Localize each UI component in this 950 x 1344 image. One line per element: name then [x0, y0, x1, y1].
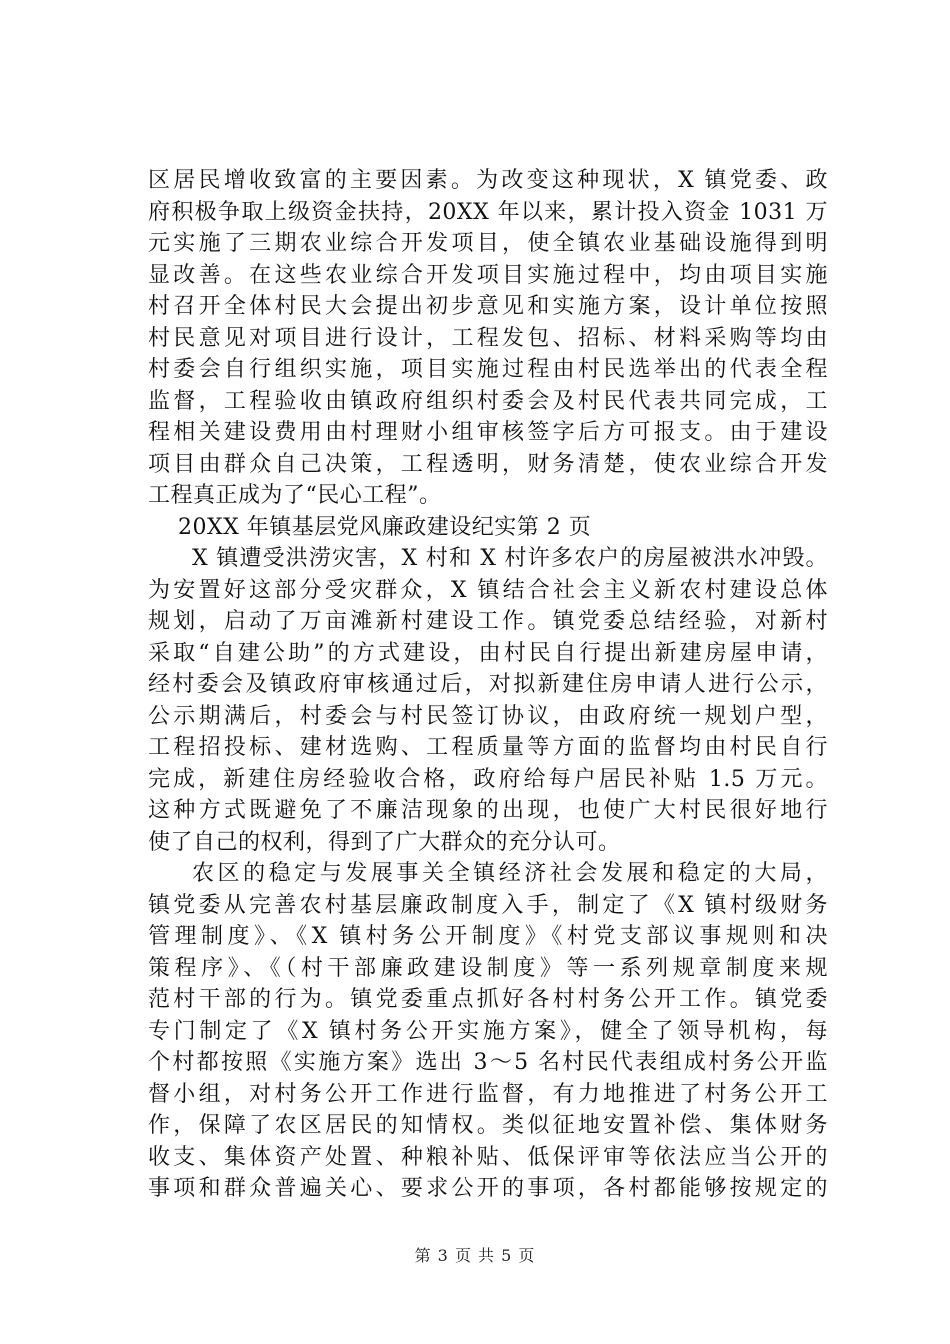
- text-line: 村民意见对项目进行设计，工程发包、招标、材料采购等均由: [148, 325, 828, 351]
- text-line: 个村都按照《实施方案》选出 3～5 名村民代表组成村务公开监: [148, 1050, 828, 1075]
- text-line: 使了自己的权利，得到了广大群众的充分认可。: [148, 829, 621, 855]
- text-line: 经村委会及镇政府审核通过后，对拟新建住房申请人进行公示，: [148, 672, 828, 697]
- text-line: 公示期满后，村委会与村民签订协议，由政府统一规划户型，: [148, 703, 828, 729]
- text-line: 收支、集体资产处置、种粮补贴、低保评审等依法应当公开的: [148, 1144, 828, 1170]
- text-line: 镇党委从完善农村基层廉政制度入手，制定了《X 镇村级财务: [148, 892, 828, 918]
- text-line: 为安置好这部分受灾群众，X 镇结合社会主义新农村建设总体: [148, 577, 828, 603]
- text-line: 完成，新建住房经验收合格，政府给每户居民补贴 1.5 万元。: [148, 766, 828, 792]
- text-line: 区居民增收致富的主要因素。为改变这种现状，X 镇党委、政: [148, 168, 828, 193]
- text-line: 督小组，对村务公开工作进行监督，有力地推进了村务公开工: [148, 1081, 828, 1107]
- text-line: 显改善。在这些农业综合开发项目实施过程中，均由项目实施: [148, 262, 828, 288]
- paragraph-3: [148, 543, 828, 858]
- text-line: 采取“自建公助”的方式建设，由村民自行提出新建房屋申请，: [148, 640, 828, 666]
- text-line: 元实施了三期农业综合开发项目，使全镇农业基础设施得到明: [148, 231, 828, 256]
- text-line: 项目由群众自己决策，工程透明，财务清楚，使农业综合开发: [148, 451, 828, 477]
- text-line: 范村干部的行为。镇党委重点抓好各村村务公开工作。镇党委: [148, 987, 828, 1012]
- text-line: 管理制度》、《X 镇村务公开制度》《村党支部议事规则和决: [148, 924, 828, 949]
- text-line: 工程招投标、建材选购、工程质量等方面的监督均由村民自行: [148, 735, 828, 760]
- text-line: 策程序》、《（村干部廉政建设制度》等一系列规章制度来规: [148, 955, 828, 981]
- text-line: 府积极争取上级资金扶持，20XX 年以来，累计投入资金 1031 万: [148, 199, 828, 225]
- page-footer: 第 3 页 共 5 页: [414, 1246, 536, 1265]
- text-line: 专门制定了《X 镇村务公开实施方案》，健全了领导机构，每: [148, 1018, 828, 1044]
- text-line: 监督，工程验收由镇政府组织村委会及村民代表共同完成，工: [148, 388, 828, 414]
- text-line: 工程真正成为了“民心工程”。: [148, 483, 442, 508]
- text-line: 农区的稳定与发展事关全镇经济社会发展和稳定的大局，: [192, 861, 828, 886]
- paragraph-4: [148, 858, 828, 1205]
- text-line: 程相关建设费用由村理财小组审核签字后方可报支。由于建设: [148, 420, 828, 445]
- paragraph-2: [148, 512, 828, 544]
- text-line: 规划，启动了万亩滩新村建设工作。镇党委总结经验，对新村: [148, 609, 828, 634]
- text-line: 村委会自行组织实施，项目实施过程由村民选举出的代表全程: [148, 357, 828, 382]
- text-line: 村召开全体村民大会提出初步意见和实施方案，设计单位按照: [148, 294, 828, 319]
- text-line: 作，保障了农区居民的知情权。类似征地安置补偿、集体财务: [148, 1113, 828, 1138]
- text-line: X 镇遭受洪涝灾害，X 村和 X 村许多农户的房屋被洪水冲毁。: [192, 546, 828, 571]
- text-line: 这种方式既避免了不廉洁现象的出现，也使广大村民很好地行: [148, 798, 828, 823]
- text-line: 事项和群众普遍关心、要求公开的事项，各村都能够按规定的: [148, 1176, 828, 1201]
- section-title: 20XX 年镇基层党风廉政建设纪实第 2 页: [178, 514, 592, 540]
- paragraph-1: [148, 165, 828, 512]
- document-body: [148, 165, 828, 1205]
